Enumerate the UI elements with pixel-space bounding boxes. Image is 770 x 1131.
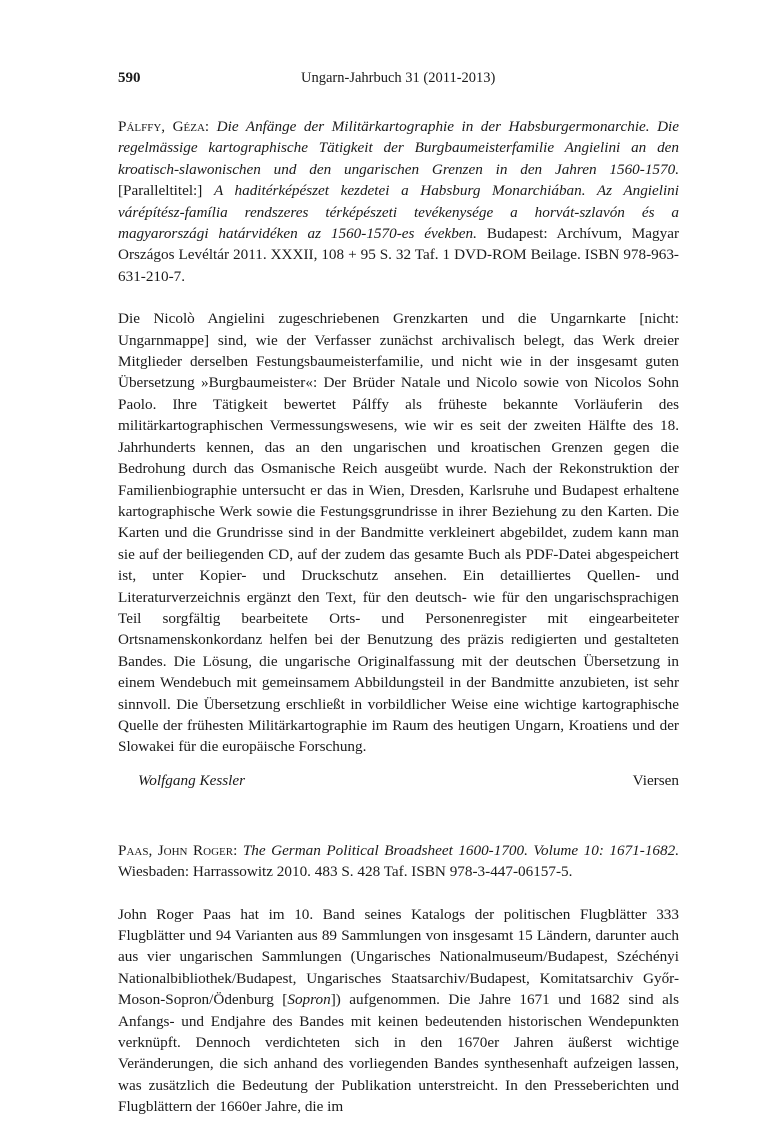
review1-title-de: Die Anfänge der Militärkartographie in der Habsburgermonarchie. Die regelmässige kartographische Tätigkeit der Burgbaumeisterfamilie Angielini an den kroatisch-slawonischen und den ungarischen Grenzen in den Jahren 1560-1570. [118,118,680,178]
review1-place: Viersen [632,771,679,789]
review1-imprint: Budapest: Archívum, Magyar Országos Levéltár 2011. XXXII, 108 + 95 S. 32 Taf. 1 DVD-ROM Beilage. ISBN 978-963-631-210-7. [118,225,680,285]
review2-body-part2: ]) aufgenommen. Die Jahre 1671 und 1682 sind als Anfangs- und Endjahre des Bandes mit keinen bedeutenden historischen Wendepunkten verknüpft. Dennoch verdichteten sich in den 1670er Jahren äußerst wichtige Veränderungen, die sich anhand des vorliegenden Bandes synthesenhaft aufzeigen lassen, was zusätzlich die Bedeutung der Publikation unterstreicht. In den Presseberichten und Flugblättern der 1660er Jahre, die im [118,991,680,1116]
journal-title: Ungarn-Jahrbuch 31 (2011-2013) [301,70,496,86]
review1-reviewer: Wolfgang Kessler [138,771,246,789]
page-number: 590 [118,70,141,86]
review1-citation [118,116,679,287]
review1-signature [118,772,679,794]
document-page [118,70,679,1118]
review2-body-italic: Sopron [287,991,331,1009]
running-head [118,70,679,92]
review1-title-hu: A haditérképészet kezdetei a Habsburg Monarchiában. Az Angielini várépítész-família rendszeres térképészeti tevékenysége a horvát-szlavón és a magyarországi határvidéken az 1560-1570-es években. [118,182,679,243]
review2-citation [118,840,679,883]
review2-body [118,904,679,1118]
review1-author: Pálffy, Géza: [118,118,210,135]
review2-author: Paas, John Roger: [118,841,238,859]
review2-body-part1: John Roger Paas hat im 10. Band seines Katalogs der politischen Flugblätter 333 Flugblätter und 94 Varianten aus 89 Sammlungen von insgesamt 15 Ländern, darunter auch aus vier ungarischen Sammlungen (Ungarisches Nationalmuseum/Budapest, Széchényi Nationalbibliothek/Budapest, Ungarisches Staatsarchiv/Budapest, Komitatsarchiv Győr-Moson-Sopron/Ödenburg [ [118,905,679,1009]
review1-parallel-label: [Paralleltitel:] [118,182,203,200]
review1-body: Die Nicolò Angielini zugeschriebenen Grenzkarten und die Ungarnkarte [nicht: Ungarnmappe] sind, wie der Verfasser zunächst archivalisch belegt, das Werk dreier Mitglieder derselben Festungsbaumeisterfamilie, und nicht wie in der insgesamt guten Übersetzung »Burgbaumeister«: Der Brüder Natale und Nicolo sowie von Nicolos Sohn Paolo. Ihre Tätigkeit bewertet Pálffy als früheste bekannte Vorläuferin des militärkartographischen Vermessungswesens, wie wir es seit der zweiten Hälfte des 18. Jahrhunderts kennen, das an den ungarischen und kroatischen Grenzen gegen die Bedrohung durch das Osmanische Reich ausgeübt wurde. Nach der Rekonstruktion der Familienbiographie untersucht er das in Wien, Dresden, Karlsruhe und Budapest erhaltene kartographische Werk sowie die Festungsgrundrisse in ihrer Beziehung zu den Karten. Die Karten und die Grundrisse sind in der Bandmitte verkleinert abgebildet, zudem kann man sie auf der beiliegenden CD, auf der zudem das gesamte Buch als PDF-Datei abgespeichert ist, unter Kopier- und Druckschutz ansehen. Ein detailliertes Quellen- und Literaturverzeichnis ergänzt den Text, für den deutsch- wie für den ungarischsprachigen Teil sorgfältig bearbeitete Orts- und Personenregister mit eingearbeiteter Ortsnamenskonkordanz helfen bei der Benutzung des präzis redigierten und gestalteten Bandes. Die Lösung, die ungarische Originalfassung mit der deutschen Übersetzung in einem Wendebuch mit gemeinsamem Abbildungsteil in der Bandmitte anzubieten, ist sehr sinnvoll. Die Übersetzung erschließt in vorbildlicher Weise eine wichtige kartographische Quelle der frühesten Militärkartographie im Raum des heutigen Ungarn, Kroatiens und der Slowakei für die europäische Forschung. [118,310,679,756]
review2-imprint: Wiesbaden: Harrassowitz 2010. 483 S. 428 Taf. ISBN 978-3-447-06157-5. [118,863,573,881]
review-separator [118,794,679,816]
review2-title: The German Political Broadsheet 1600-1700. Volume 10: 1671-1682. [242,841,679,859]
